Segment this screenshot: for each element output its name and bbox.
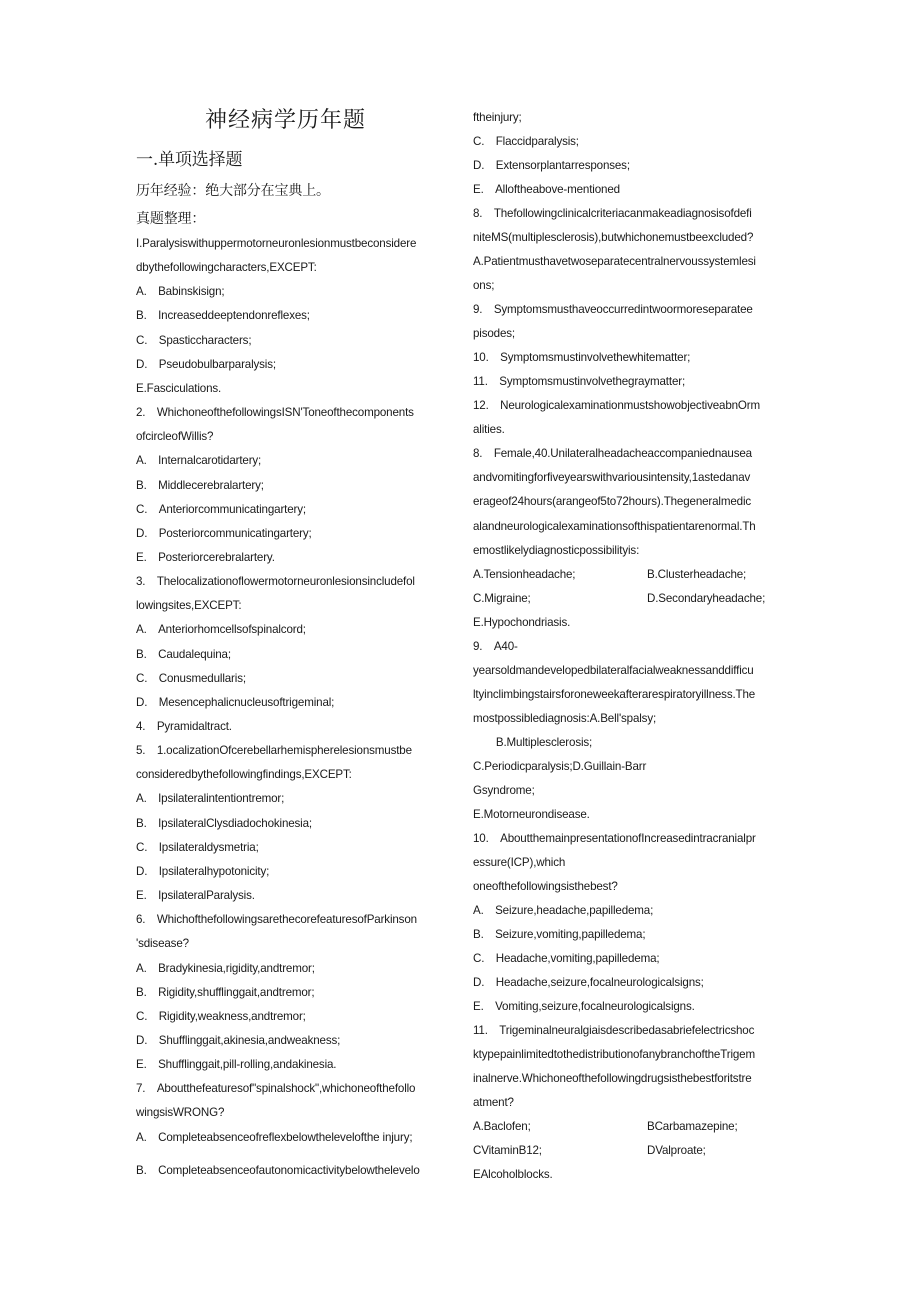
option-text: D.Secondaryheadache; bbox=[647, 591, 766, 605]
text-line: B. Rigidity,shufflinggait,andtremor; bbox=[136, 985, 315, 999]
text-line bbox=[473, 1120, 738, 1134]
text-line: A. Anteriorhomcellsofspinalcord; bbox=[136, 623, 306, 637]
option-text: B.Clusterheadache; bbox=[647, 567, 747, 581]
text-line: D. Extensorplantarresponses; bbox=[473, 159, 630, 173]
subheading: 真题整理： bbox=[136, 211, 206, 227]
text-line: C.Periodicparalysis;D.Guillain-Barr bbox=[473, 759, 647, 773]
text-line: niteMS(multiplesclerosis),butwhichonemustbeexcluded? bbox=[473, 231, 754, 245]
option-text: A.Tensionheadache; bbox=[473, 567, 576, 581]
text-line: consideredbythefollowingfindings,EXCEPT: bbox=[136, 768, 352, 782]
text-line: 11. Trigeminalneuralgiaisdescribedasabriefelectricshoc bbox=[473, 1024, 755, 1038]
text-line: I.Paralysiswithuppermotorneuronlesionmustbeconsidere bbox=[136, 237, 417, 250]
text-line: inalnerve.Whichoneofthefollowingdrugsisthebestforitstre bbox=[473, 1072, 752, 1086]
text-line: B. Completeabsenceofautonomicactivitybelowthelevelo bbox=[136, 1164, 420, 1177]
text-line: atment? bbox=[473, 1096, 514, 1110]
text-line bbox=[473, 568, 746, 582]
text-line: D. Headache,seizure,focalneurologicalsigns; bbox=[473, 976, 704, 990]
text-line: 7. Aboutthefeaturesof"spinalshock",whichoneofthefollo bbox=[136, 1082, 416, 1096]
text-line: dbythefollowingcharacters,EXCEPT: bbox=[136, 261, 317, 275]
text-line: E.Fasciculations. bbox=[136, 381, 222, 395]
text-line: B. IpsilateralClysdiadochokinesia; bbox=[136, 816, 312, 830]
option-text: DValproate; bbox=[647, 1144, 706, 1158]
text-line: A. Babinskisign; bbox=[136, 285, 225, 299]
text-line: C. Flaccidparalysis; bbox=[473, 135, 579, 149]
text-line: D. Pseudobulbarparalysis; bbox=[136, 357, 276, 371]
page-title: 神经病学历年题 bbox=[205, 108, 367, 133]
text-line: B. Caudalequina; bbox=[136, 647, 231, 661]
text-line: andvomitingforfiveyearswithvariousintensity,1astedanav bbox=[473, 471, 751, 485]
text-line: A. Ipsilateralintentiontremor; bbox=[136, 792, 285, 806]
text-line: ktypepainlimitedtothedistributionofanybranchoftheTrigem bbox=[473, 1048, 755, 1062]
text-line: B.Multiplesclerosis; bbox=[473, 735, 593, 749]
option-text: C.Migraine; bbox=[473, 591, 531, 605]
text-line: E. Vomiting,seizure,focalneurologicalsigns. bbox=[473, 1000, 695, 1014]
section-heading: 一.单项选择题 bbox=[136, 150, 243, 170]
text-line: oneofthefollowingsisthebest? bbox=[473, 879, 618, 893]
text-line: erageof24hours(arangeof5to72hours).Thegeneralmedic bbox=[473, 495, 752, 509]
text-line bbox=[473, 592, 765, 606]
text-line: C. Ipsilateraldysmetria; bbox=[136, 840, 259, 854]
text-line: 6. WhichofthefollowingsarethecorefeaturesofParkinson bbox=[136, 913, 417, 927]
text-line: 12. NeurologicalexaminationmustshowobjectiveabnOrm bbox=[473, 399, 760, 413]
text-line: 10. AboutthemainpresentationofIncreasedintracranialpr bbox=[473, 831, 756, 845]
experience-note: 历年经验：绝大部分在宝典上。 bbox=[136, 183, 330, 199]
text-line: 8. Thefollowingclinicalcriteriacanmakeadiagnosisofdefi bbox=[473, 207, 752, 221]
text-line: D. Posteriorcommunicatingartery; bbox=[136, 526, 312, 540]
option-text: CVitaminB12; bbox=[473, 1144, 542, 1158]
text-line: A. Completeabsenceofreflexbelowthelevelofthe injury; bbox=[136, 1130, 413, 1144]
text-line: B. Middlecerebralartery; bbox=[136, 478, 264, 492]
text-line: lowingsites,EXCEPT: bbox=[136, 599, 242, 613]
text-line: C. Spasticcharacters; bbox=[136, 333, 252, 347]
text-line: ltyinclimbingstairsforoneweekafterarespiratoryillness.The bbox=[473, 687, 756, 701]
text-line: B. Seizure,vomiting,papilledema; bbox=[473, 928, 646, 942]
option-text: A.Baclofen; bbox=[473, 1120, 531, 1134]
text-line: 5. 1.ocalizationOfcerebellarhemispherelesionsmustbe bbox=[136, 744, 412, 758]
text-line: 9. A40- bbox=[473, 639, 518, 653]
text-line: D. Mesencephalicnucleusoftrigeminal; bbox=[136, 695, 335, 709]
text-line: E. Shufflinggait,pill-rolling,andakinesia. bbox=[136, 1058, 337, 1072]
text-line: 11. Symptomsmustinvolvethegraymatter; bbox=[473, 375, 686, 389]
text-line: E. Posteriorcerebralartery. bbox=[136, 550, 275, 564]
text-line: A. Seizure,headache,papilledema; bbox=[473, 903, 654, 917]
text-line: D. Shufflinggait,akinesia,andweakness; bbox=[136, 1033, 341, 1047]
text-line: Gsyndrome; bbox=[473, 783, 535, 797]
text-line: alandneurologicalexaminationsofthispatientarenormal.Th bbox=[473, 519, 756, 533]
text-line: E. IpsilateralParalysis. bbox=[136, 889, 255, 903]
text-line: alities. bbox=[473, 423, 505, 437]
text-line: B. Increaseddeeptendonreflexes; bbox=[136, 309, 310, 323]
text-line: 8. Female,40.Unilateralheadacheaccompaniednausea bbox=[473, 447, 752, 461]
text-line: C. Conusmedullaris; bbox=[136, 671, 246, 685]
text-line: C. Rigidity,weakness,andtremor; bbox=[136, 1009, 306, 1023]
text-line: A. Internalcarotidartery; bbox=[136, 454, 262, 468]
text-line: emostlikelydiagnosticpossibilityis: bbox=[473, 543, 640, 557]
text-line: D. Ipsilateralhypotonicity; bbox=[136, 864, 270, 878]
text-line: mostpossiblediagnosis:A.Bell'spalsy; bbox=[473, 711, 657, 725]
text-line: 4. Pyramidaltract. bbox=[136, 720, 232, 733]
text-line: essure(ICP),which bbox=[473, 855, 566, 869]
text-line bbox=[473, 1144, 706, 1158]
text-line: E.Motorneurondisease. bbox=[473, 807, 590, 821]
text-line: pisodes; bbox=[473, 327, 515, 341]
text-line: A.Patientmusthavetwoseparatecentralnervoussystemlesi bbox=[473, 255, 756, 269]
text-line: C. Anteriorcommunicatingartery; bbox=[136, 502, 306, 516]
text-line: ons; bbox=[473, 279, 495, 293]
text-line: wingsisWRONG? bbox=[136, 1106, 225, 1120]
text-line: ofcircleofWillis? bbox=[136, 430, 214, 444]
text-line: 3. Thelocalizationoflowermotorneuronlesionsincludefol bbox=[136, 575, 415, 589]
text-line: ftheinjury; bbox=[473, 111, 522, 124]
option-text: BCarbamazepine; bbox=[647, 1120, 738, 1134]
text-line: yearsoldmandevelopedbilateralfacialweaknessanddifficu bbox=[473, 663, 754, 677]
text-line: C. Headache,vomiting,papilledema; bbox=[473, 952, 660, 966]
text-line: 'sdisease? bbox=[136, 937, 189, 951]
text-line: A. Bradykinesia,rigidity,andtremor; bbox=[136, 961, 315, 975]
text-line: E.Hypochondriasis. bbox=[473, 615, 571, 629]
text-line: E. Alloftheabove-mentioned bbox=[473, 183, 620, 197]
text-line: 2. WhichoneofthefollowingsISN'Toneofthecomponents bbox=[136, 406, 414, 420]
text-line: 10. Symptomsmustinvolvethewhitematter; bbox=[473, 351, 691, 365]
text-line: EAlcoholblocks. bbox=[473, 1168, 553, 1182]
text-line: 9. Symptomsmusthaveoccurredintwoormoreseparatee bbox=[473, 303, 753, 317]
